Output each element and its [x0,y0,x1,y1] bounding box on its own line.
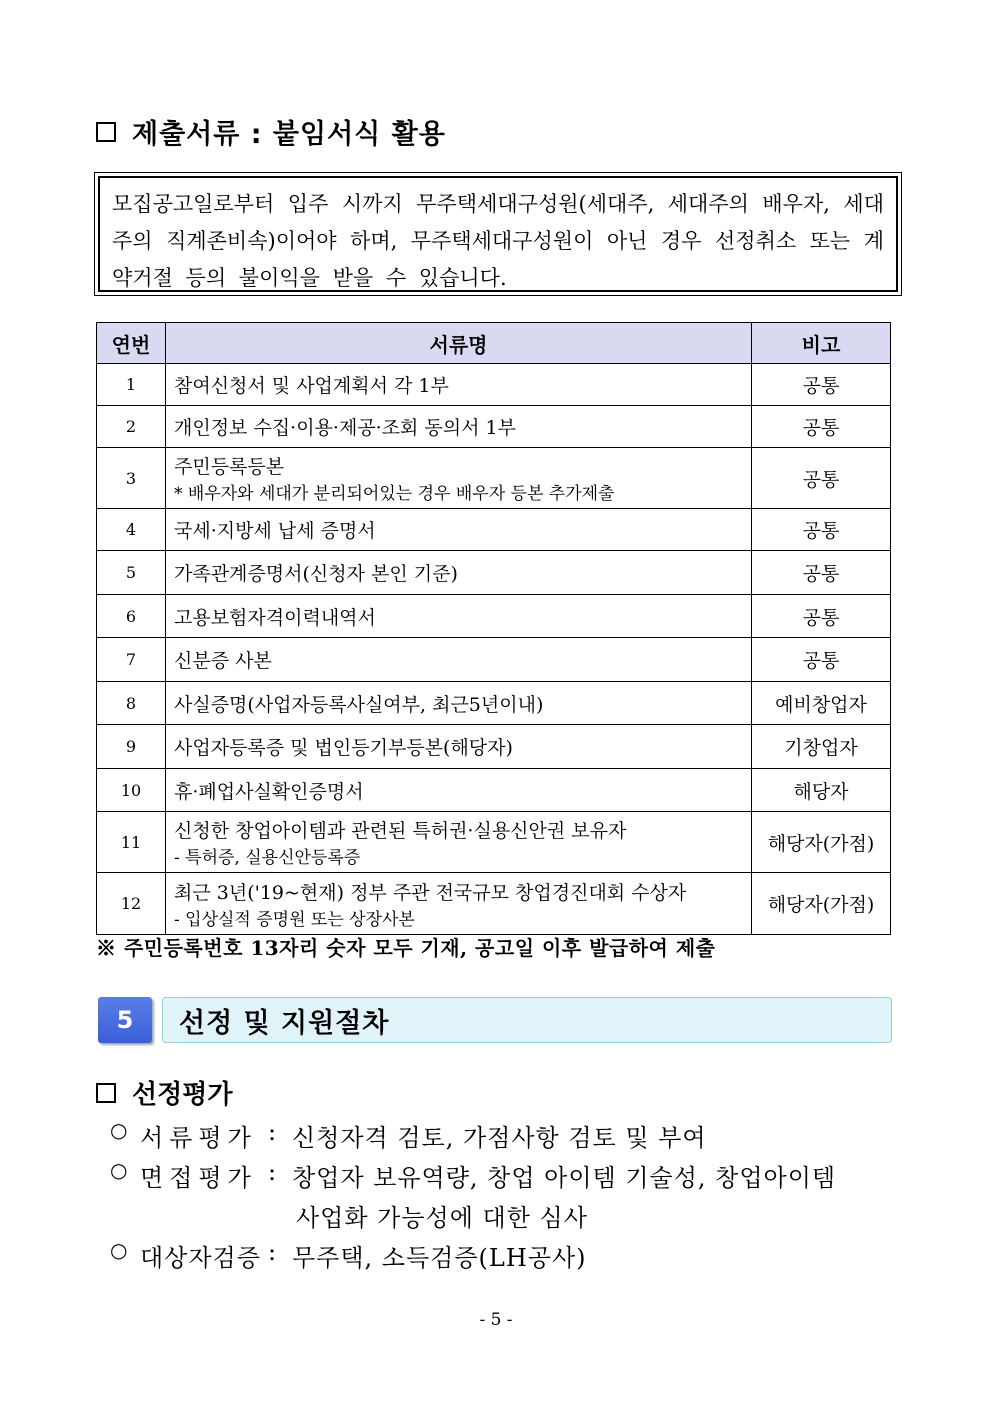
evaluation-item: ○ 서류평가 : 신청자격 검토, 가점사항 검토 및 부여 [110,1118,707,1152]
chapter-number-badge: 5 [98,997,152,1043]
row-doc-name [166,725,752,769]
evaluation-item-continued [296,1198,588,1233]
table-row [97,509,891,551]
evaluation-title-text: 선정평가 [132,1080,233,1110]
row-num: 11 [97,812,166,873]
row-num: 1 [97,364,166,406]
doc-name: 가족관계증명서(신청자 본인 기준) [174,563,458,585]
doc-name: 신청한 창업아이템과 관련된 특허권·실용신안권 보유자 [174,820,627,842]
doc-name: 국세·지방세 납세 증명서 [174,520,376,542]
row-num: 7 [97,638,166,682]
table-row [97,769,891,812]
row-note: 해당자(가점) [752,873,891,935]
documents-table [96,322,891,935]
header-note: 비고 [752,323,891,364]
evaluation-desc: 무주택, 소득검증(LH공사) [292,1244,587,1272]
doc-sub-note: * 배우자와 세대가 분리되어있는 경우 배우자 등본 추가제출 [174,484,615,504]
row-note: 공통 [752,448,891,509]
row-note: 공통 [752,406,891,448]
row-note: 공통 [752,509,891,551]
table-row [97,551,891,595]
row-note: 해당자(가점) [752,812,891,873]
evaluation-desc: 신청자격 검토, 가점사항 검토 및 부여 [292,1124,707,1152]
row-note: 예비창업자 [752,682,891,725]
table-header-row [97,323,891,364]
row-note: 기창업자 [752,725,891,769]
row-num: 2 [97,406,166,448]
row-doc-name [166,509,752,551]
square-bullet-icon [96,122,116,142]
notice-text: 모집공고일로부터 입주 시까지 무주택세대구성원(세대주, 세대주의 배우자, 세대주의 직계존비속)이어야 하며, 무주택세대구성원이 아닌 경우 선정취소 또는 계약거절 등의 불이익을 받을 수 있습니다. [98,176,898,292]
row-num: 10 [97,769,166,812]
circle-bullet-icon: ○ [110,1158,129,1182]
evaluation-label: 대상자검증 [140,1244,261,1272]
row-doc-name [166,448,752,509]
table-row [97,638,891,682]
doc-name: 참여신청서 및 사업계획서 각 1부 [174,375,449,397]
table-row [97,682,891,725]
table-row [97,448,891,509]
header-num: 연번 [97,323,166,364]
evaluation-item: ○ 면접평가 : 창업자 보유역량, 창업 아이템 기술성, 창업아이템 [110,1158,837,1192]
table-row [97,595,891,638]
doc-name: 신분증 사본 [174,650,272,672]
chapter-title: 선정 및 지원절차 [162,997,892,1043]
doc-sub-note: - 특허증, 실용신안등록증 [174,848,361,868]
doc-sub-note: - 입상실적 증명원 또는 상장사본 [174,909,415,930]
table-row [97,364,891,406]
row-note: 공통 [752,364,891,406]
row-note: 공통 [752,551,891,595]
row-num: 8 [97,682,166,725]
doc-name: 개인정보 수집·이용·제공·조회 동의서 1부 [174,417,516,439]
row-note: 공통 [752,638,891,682]
row-doc-name [166,551,752,595]
row-num: 3 [97,448,166,509]
row-doc-name [166,595,752,638]
section-title [96,112,446,151]
evaluation-item: ○ 대상자검증 : 무주택, 소득검증(LH공사) [110,1238,587,1272]
doc-name: 사실증명(사업자등록사실여부, 최근5년이내) [174,693,544,716]
row-doc-name [166,638,752,682]
row-doc-name [166,769,752,812]
doc-name: 사업자등록증 및 법인등기부등본(해당자) [174,737,513,759]
notice-box [94,172,902,296]
doc-name: 고용보험자격이력내역서 [174,606,376,629]
table-footnote: ※ 주민등록번호 13자리 숫자 모두 기재, 공고일 이후 발급하여 제출 [96,936,716,960]
circle-bullet-icon: ○ [110,1238,129,1262]
square-bullet-icon [96,1083,116,1103]
evaluation-label: 면접평가 [140,1164,257,1192]
row-note: 해당자 [752,769,891,812]
row-doc-name [166,812,752,873]
row-note: 공통 [752,595,891,638]
row-doc-name [166,873,752,935]
row-num: 12 [97,873,166,935]
row-doc-name [166,682,752,725]
row-num: 9 [97,725,166,769]
doc-name: 주민등록등본 [174,456,285,478]
evaluation-desc-continued: 사업화 가능성에 대한 심사 [296,1204,588,1232]
page-number: - 5 - [479,1310,513,1330]
evaluation-desc: 창업자 보유역량, 창업 아이템 기술성, 창업아이템 [292,1164,837,1192]
table-row [97,812,891,873]
evaluation-label: 서류평가 [140,1124,257,1152]
table-row [97,406,891,448]
header-name: 서류명 [166,323,752,364]
circle-bullet-icon: ○ [110,1118,129,1142]
table-row [97,725,891,769]
row-doc-name [166,364,752,406]
evaluation-title [96,1074,232,1111]
row-num: 6 [97,595,166,638]
row-doc-name [166,406,752,448]
doc-name: 최근 3년('19~현재) 정부 주관 전국규모 창업경진대회 수상자 [174,881,687,904]
doc-name: 휴·폐업사실확인증명서 [174,780,364,803]
row-num: 5 [97,551,166,595]
row-num: 4 [97,509,166,551]
table-row [97,873,891,935]
section-title-text: 제출서류 : 붙임서식 활용 [132,119,446,150]
